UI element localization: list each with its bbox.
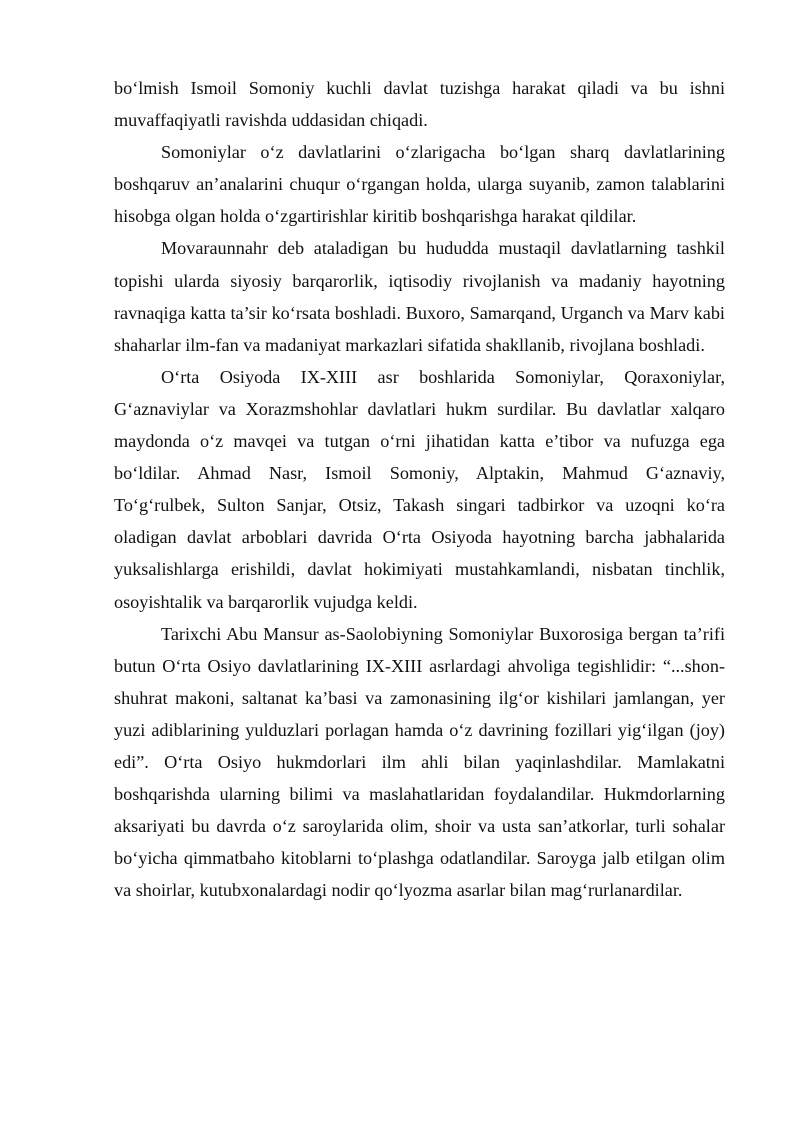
paragraph-central-asia-states: O‘rta Osiyoda IX-XIII asr boshlarida Somoniylar, Qoraxoniylar, G‘aznaviylar va Xorazmshohlar davlatlari hukm surdilar. Bu davlatlar xalqaro maydonda o‘z mavqei va tutgan o‘rni jihatidan katta e’tibor va nufuzga ega bo‘ldilar. Ahmad Nasr, Ismoil Somoniy, Alptakin, Mahmud G‘aznaviy, To‘g‘rulbek, Sulton Sanjar, Otsiz, Takash singari tadbirkor va uzoqni ko‘ra oladigan davlat arboblari davrida O‘rta Osiyoda hayotning barcha jabhalarida yuksalishlarga erishildi, davlat hokimiyati mustahkamlandi, nisbatan tinchlik, osoyishtalik va barqarorlik vujudga keldi. [114, 366, 725, 612]
document-page [114, 72, 725, 906]
paragraph-saolobiy-quote: Tarixchi Abu Mansur as-Saolobiyning Somoniylar Buxorosiga bergan ta’rifi butun O‘rta Osiyo davlatlarining IX-XIII asrlardagi ahvoliga tegishlidir: “...shon-shuhrat makoni, saltanat ka’basi va zamonasining ilg‘or kishilari jamlangan, yer yuzi adiblarining yulduzlari porlagan hamda o‘z davrining fozillari yig‘ilgan (joy) edi”. O‘rta Osiyo hukmdorlari ilm ahli bilan yaqinlashdilar. Mamlakatni boshqarishda ularning bilimi va maslahatlaridan foydalandilar. Hukmdorlarning aksariyati bu davrda o‘z saroylarida olim, shoir va usta san’atkorlar, turli sohalar bo‘yicha qimmatbaho kitoblarni to‘plashga odatlandilar. Saroyga jalb etilgan olim va shoirlar, kutubxonalardagi nodir qo‘lyozma asarlar bilan mag‘rurlanardilar. [114, 623, 725, 901]
paragraph-movaraunnahr: Movaraunnahr deb ataladigan bu hududda mustaqil davlatlarning tashkil topishi ularda siyosiy barqarorlik, iqtisodiy rivojlanish va madaniy hayotning ravnaqiga katta ta’sir ko‘rsata boshladi. Buxoro, Samarqand, Urganch va Marv kabi shaharlar ilm-fan va madaniyat markazlari sifatida shakllanib, rivojlana boshladi. [114, 238, 725, 355]
paragraph-continuation: bo‘lmish Ismoil Somoniy kuchli davlat tuzishga harakat qiladi va bu ishni muvaffaqiyatli ravishda uddasidan chiqadi. [114, 78, 725, 131]
paragraph-somoniylar-governance: Somoniylar o‘z davlatlarini o‘zlarigacha bo‘lgan sharq davlatlarining boshqaruv an’analarini chuqur o‘rgangan holda, ularga suyanib, zamon talablarini hisobga olgan holda o‘zgartirishlar kiritib boshqarishga harakat qildilar. [114, 142, 725, 227]
